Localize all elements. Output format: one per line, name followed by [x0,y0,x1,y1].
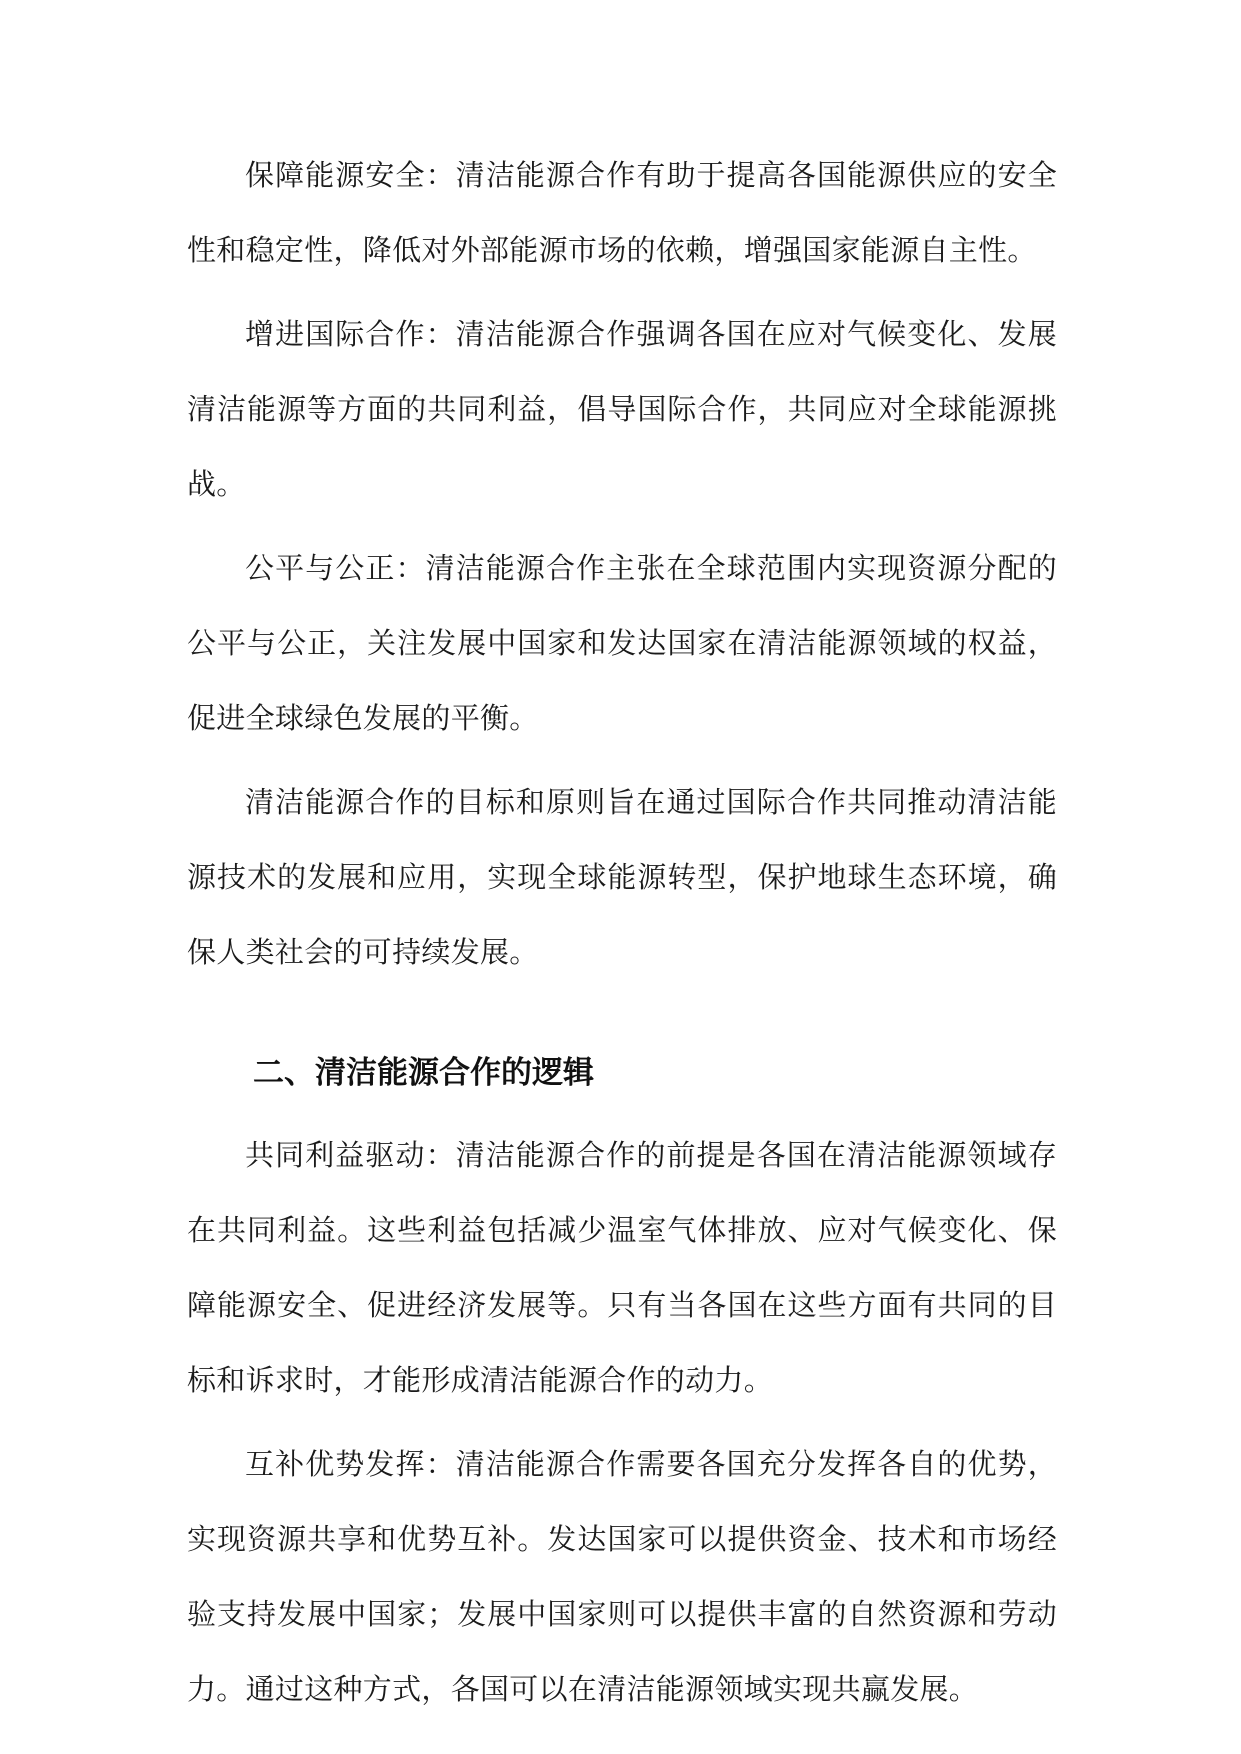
paragraph-goals-summary: 清洁能源合作的目标和原则旨在通过国际合作共同推动清洁能源技术的发展和应用，实现全球能源转型，保护地球生态环境，确保人类社会的可持续发展。 [187,785,1057,969]
paragraph-complementary-advantages: 互补优势发挥：清洁能源合作需要各国充分发挥各自的优势，实现资源共享和优势互补。发达国家可以提供资金、技术和市场经验支持发展中国家；发展中国家则可以提供丰富的自然资源和劳动力。通过这种方式，各国可以在清洁能源领域实现共赢发展。 [187,1447,1057,1706]
paragraph-fairness-justice: 公平与公正：清洁能源合作主张在全球范围内实现资源分配的公平与公正，关注发展中国家和发达国家在清洁能源领域的权益，促进全球绿色发展的平衡。 [187,551,1057,735]
paragraph-international-cooperation: 增进国际合作：清洁能源合作强调各国在应对气候变化、发展清洁能源等方面的共同利益，倡导国际合作，共同应对全球能源挑战。 [187,317,1057,501]
paragraph-energy-security: 保障能源安全：清洁能源合作有助于提高各国能源供应的安全性和稳定性，降低对外部能源市场的依赖，增强国家能源自主性。 [187,158,1057,267]
paragraph-common-interest: 共同利益驱动：清洁能源合作的前提是各国在清洁能源领域存在共同利益。这些利益包括减少温室气体排放、应对气候变化、保障能源安全、促进经济发展等。只有当各国在这些方面有共同的目标和诉求时，才能形成清洁能源合作的动力。 [187,1138,1057,1397]
document-body [187,138,1057,1736]
section-heading: 二、清洁能源合作的逻辑 [253,1055,594,1091]
